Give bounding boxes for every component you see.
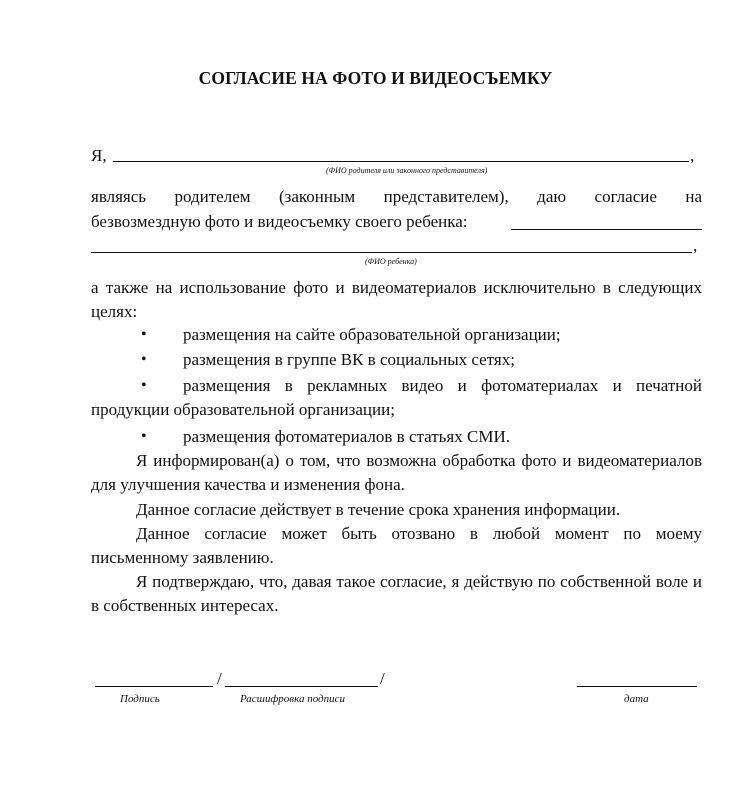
bullet-icon: • (141, 326, 147, 343)
signature-decode-field[interactable] (225, 686, 378, 687)
confirm-paragraph: Я подтверждаю, что, давая такое согласие, я действую по собственной воле и в собственных интересах. (91, 572, 702, 615)
child-name-field-b[interactable] (91, 252, 692, 253)
document-title: СОГЛАСИЕ НА ФОТО И ВИДЕОСЪЕМКУ (198, 68, 553, 88)
bullet-item-vk: размещения в группе ВК в социальных сетях; (183, 350, 515, 369)
signature-decode-label: Расшифровка подписи (240, 693, 345, 705)
consent-line-1: являясь родителем (законным представителем), даю согласие на (91, 187, 702, 206)
date-field[interactable] (577, 686, 697, 687)
revoke-paragraph: Данное согласие может быть отозвано в любой момент по моему письменному заявлению. (91, 524, 702, 567)
usage-paragraph: а также на использование фото и видеоматериалов исключительно в следующих целях: (91, 278, 702, 321)
informed-paragraph: Я информирован(а) о том, что возможна обработка фото и видеоматериалов для улучшения качества и изменения фона. (91, 451, 702, 494)
signature-slash-right: / (380, 669, 385, 688)
validity-paragraph: Данное согласие действует в течение срока хранения информации. (136, 500, 621, 519)
bullet-icon: • (141, 351, 147, 368)
bullet-icon: • (141, 377, 147, 394)
parent-name-field[interactable] (113, 161, 689, 162)
child-suffix: , (693, 236, 698, 255)
child-caption: (ФИО ребенка) (365, 257, 417, 266)
bullet-icon: • (141, 428, 147, 445)
signature-label: Подпись (120, 693, 160, 705)
bullet-item-ads-line2: продукции образовательной организации; (91, 400, 395, 419)
bullet-item-media: размещения фотоматериалов в статьях СМИ. (183, 427, 510, 446)
signature-slash-left: / (217, 669, 222, 688)
parent-caption: (ФИО родителя или законного представителя) (326, 166, 488, 175)
bullet-item-ads-line1: размещения в рекламных видео и фотоматериалах и печатной (183, 376, 702, 395)
date-label: дата (624, 693, 649, 705)
parent-prefix: Я, (91, 146, 107, 165)
parent-suffix: , (690, 146, 695, 165)
consent-line-2: безвозмездную фото и видеосъемку своего ребенка: (91, 212, 468, 231)
bullet-item-website: размещения на сайте образовательной организации; (183, 325, 561, 344)
signature-field[interactable] (95, 686, 213, 687)
child-name-field-a[interactable] (511, 229, 702, 230)
